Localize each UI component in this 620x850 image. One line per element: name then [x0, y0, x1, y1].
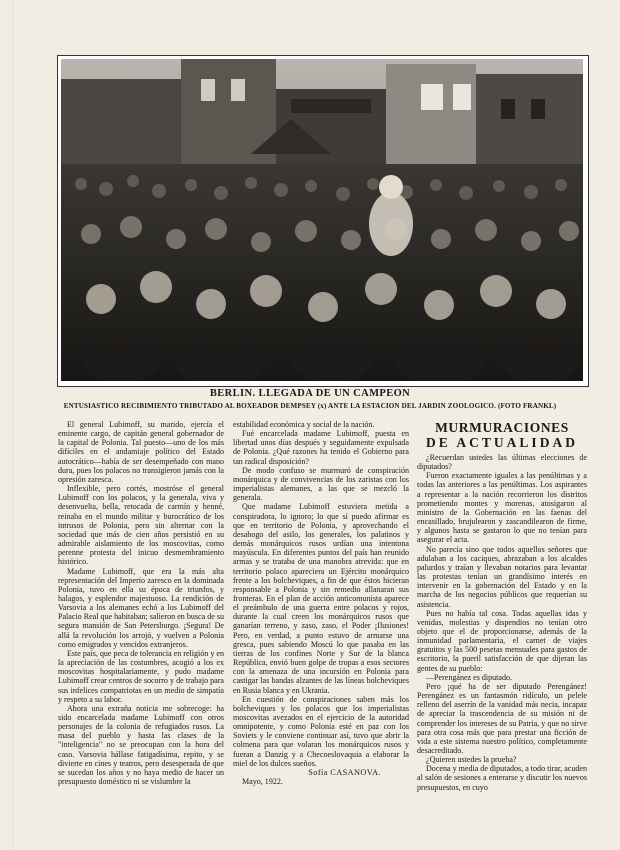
paragraph: En cuestión de conspiraciones saben más los bolcheviques y los polacos que los imperialistas moscovitas avezados en el ejercicio de la autoridad omnipotente, y como Polonia esté en paz con los Soviets y le conviene continuar así, tuvo que abrir la colmena para que volaran los monárquicos rusos y fueran a Danzig y a Checoeslovaquia a elaborar la miel de los dulces sueños. [233, 694, 409, 768]
article-headline-line-2: DE ACTUALIDAD [426, 435, 578, 450]
paragraph: Fueron exactamente iguales a las penúltimas y a todas las anteriores a las penúltimas. Los aspirantes a representar a la nación recorrieron los distritos prometiendo montes y morenas, atosigaron al ministro de la Gobernación en las faenas del encasillado, brujulearon y zascandilearon de firme, y algunos hasta se gastaron lo que no tenían para asegurar el acta. [417, 471, 587, 545]
paragraph: Inflexible, pero cortés, mostróse el general Lubimoff con los polacos, y la generala, viva y desenvuelta, bella, retocada de carmín y henné, reinaba en el mundo militar y burocrático de los intrusos de Polonia, pero sin alternar con la sociedad que más de cien años persistió en su admirable aislamiento de los moscovitas, como perenne protesta del inicuo desmembramiento histórico. [58, 484, 224, 567]
article-headline-line-1: MURMURACIONES [435, 420, 569, 435]
paragraph: Este país, que peca de tolerancia en religión y en la apreciación de las costumbres, acogió a los ex moscovitas hospitalariamente, y pudo madame Lubimoff crear centros de socorro y de trabajo para sus infelices compatriotas en un medio de simpatía y respeto a su labor. [58, 648, 224, 704]
paragraph: Madame Lubimoff, que era la más alta representación del Imperio zaresco en la dominada Polonia, tuvo en ella su época de triunfos, y halagos, y esplendor majestuoso. La rendición de Varsovia a los alemanes echó a los Lubimoff del Palacio Real que habitaban; salieron en busca de su segura mansión de San Petersburgo. ¡Segura! De allá la revolución los arrojó, y vuelven a Polonia como emigrados y vencidos extranjeros. [58, 566, 224, 649]
article-date: Mayo, 1922. [242, 777, 283, 787]
page-fold-line [12, 0, 13, 850]
article-column-2 [233, 420, 409, 786]
paragraph: Docena y media de diputados, a todo tirar, acuden al salón de sesiones a enterarse y discutir los nuevos presupuestos, en cuyo [417, 764, 588, 792]
article-column-1 [58, 420, 224, 786]
paragraph: ¿Recuerdan ustedes las últimas elecciones de diputados? [417, 453, 587, 472]
paragraph: Fué encarcelada madame Lubimoff, puesta en libertad unos días después y seguidamente expulsada de Polonia. ¿Qué razones ha tenido el Gobierno para tan radical disposición? [233, 429, 409, 466]
photo-frame [57, 55, 589, 387]
paragraph: ¿Quieren ustedes la prueba? [426, 755, 517, 765]
paragraph: Pues no había tal cosa. Todas aquellas idas y venidas, molestias y dispendios no tenían otro objeto que el de proporcionarse, además de la inmunidad parlamentaria, el carnet de viajes gratuitos y las 500 pesetas mensuales para gastos de escritorio, la pueril satisfacción de que dijeran las gentes de su pueblo: [417, 608, 587, 673]
paragraph: Pero ¡qué ha de ser diputado Perengánez! Perengánez es un fantasmón ridículo, un pelele relleno del aserrín de la vanidad más necia, incapaz de apreciar la trascendencia de su misión ni de comprender los intereses de su Patria, y que no sirve para otra cosa más que para prestar una ficción de vida a este sistema nuestro político, completamente desacreditado. [417, 681, 587, 755]
paragraph: —Perengánez es diputado. [426, 672, 513, 682]
paragraph: De modo confuso se murmuró de conspiración monárquica y de convivencias de los zaristas con los imperialistas alemanes, a las que se mezcló la generala. [233, 465, 409, 503]
paragraph: Ahora una extraña noticia me sobrecoge: ha sido encarcelada madame Lubimoff con otros personajes de la colonia de refugiados rusos. La masa del pueblo y hasta las clases de la "inteligencia" no se preocupan con la hora del caso. Varsovia hállase fatigadísima, repito, y se divierte en cines y teatros, pero desesperada de que se sucedan los años y no haya medio de hacer un presupuesto doméstico ni se vislumbre la [58, 703, 224, 787]
paragraph: Que madame Lubimoff estuviera metida a conspiradora, lo ignoro; lo que sí puedo afirmar es que en territorio de Polonia, y aprovechando el desahogo del asilo, los generales, los palatinos y demás monárquicos rusos urdían una intentona mayúscula. En diferentes puntos del país han reunido armas y se trataba de una manobra atrevida: que en territorio polaco apareciera un Ejército monárquico frente a los bolcheviques, a fin de que éstos hicieran responsable a Polonia y sin remedio allanaran sus fronteras. En el plan de acción anticomunista aparece el preámbulo de una guerra entre polacos y rojos, durante la cual creen los monárquicos rusos que ganarían terreno, y zaso, zaso, el Poder ¡Ilusiones! Pero, en verdad, a punto estuvo de armarse una gresca, pues sabiendo Moscú lo que pasaba en las tierras de los confines Norte y Sur de la blanca República, envió buen golpe de tropas a esos sectores con la amenaza de una incursión en Polonia para castigar las bandas alzantes de las líneas bolcheviques en Rusia blanca y en Ukrania. [233, 502, 409, 695]
photo-caption-subtitle: ENTUSIASTICO RECIBIMIENTO TRIBUTADO AL BOXEADOR DEMPSEY (x) ANTE LA ESTACION DEL JARDIN ZOOLOGICO. (FOTO FRANKL) [63, 402, 557, 410]
author-signature: Sofía CASANOVA. [308, 767, 381, 777]
paragraph: estabilidad económica y social de la nación. [233, 420, 375, 429]
photo-caption-title: BERLIN. LLEGADA DE UN CAMPEON [209, 388, 411, 399]
crowd-photo [61, 59, 583, 381]
paragraph: El general Lubimoff, su marido, ejercía el eminente cargo, de capitán general gobernador de la capital de Polonia. Tal puesto—uno de los más difíciles en el andamiaje político del Estado autocrático—había de ser desempeñado con mano dura, pues los polacos no transigieron jamás con la opresión zaresca. [58, 420, 224, 484]
article-column-3 [417, 420, 587, 792]
crowd-photo-illustration [61, 59, 583, 381]
paragraph: No parecía sino que todos aquellos señores que adulaban a los caciques, abrazaban a los alcaldes palurdos y traían y llevaban notarios para levantar las protestas tenían un grandísimo interés en intervenir en la gobernación del Estado y en la marcha de los negocios públicos que requerían su asistencia. [417, 544, 587, 609]
